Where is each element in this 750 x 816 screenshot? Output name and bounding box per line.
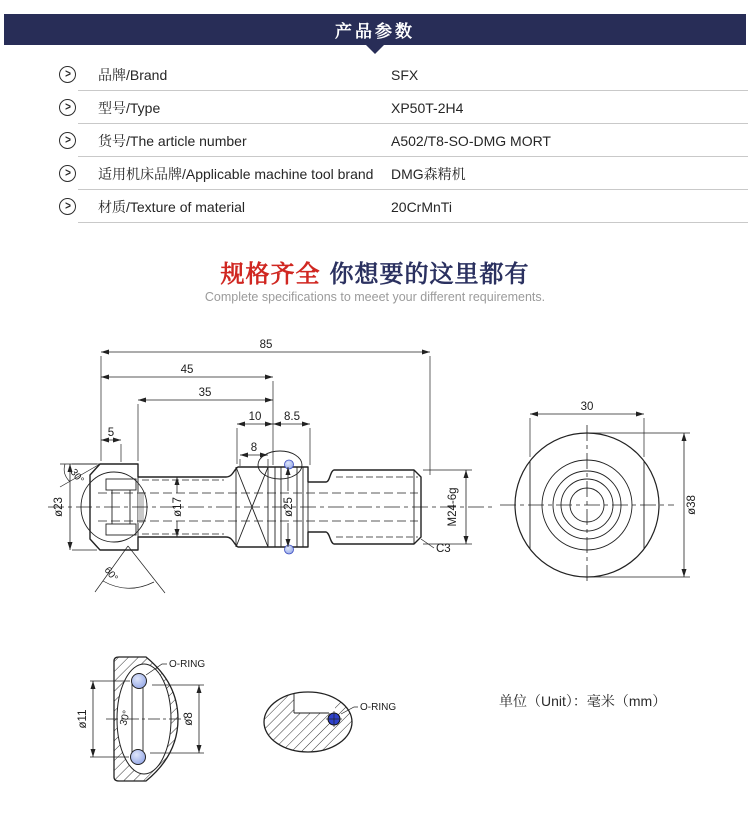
chevron-right-circle-icon bbox=[59, 165, 76, 182]
dim-dia25-label: ø25 bbox=[283, 497, 295, 517]
table-row bbox=[0, 58, 750, 91]
centerlines bbox=[48, 477, 492, 537]
extension-lines bbox=[101, 356, 430, 475]
dia-17-dimension bbox=[172, 477, 184, 537]
slogan-heading bbox=[0, 254, 750, 289]
angle-60-label: 60° bbox=[101, 565, 120, 584]
chevron-right-circle-icon bbox=[59, 66, 76, 83]
chevron-right-circle-icon bbox=[59, 132, 76, 149]
slogan-rest: 你想要的这里都有 bbox=[329, 261, 530, 288]
spec-value: XP50T-2H4 bbox=[391, 99, 464, 116]
chevron-glyph: > bbox=[65, 166, 71, 180]
row-divider bbox=[78, 222, 748, 223]
table-row bbox=[0, 91, 750, 124]
chevron-glyph: > bbox=[65, 67, 71, 81]
unit-note: 单位（Unit）：毫米（mm） bbox=[499, 693, 667, 709]
table-row bbox=[0, 190, 750, 223]
thread-spec-label: M24-6g bbox=[447, 487, 459, 527]
chamfer-callout bbox=[421, 539, 451, 555]
spec-value: 20CrMnTi bbox=[391, 198, 452, 215]
chevron-glyph: > bbox=[65, 100, 71, 114]
end-view-width-label: 30 bbox=[580, 401, 594, 413]
dim-35-label: 35 bbox=[198, 387, 212, 399]
groove-detail-view bbox=[264, 692, 396, 752]
spec-value: DMG森精机 bbox=[391, 165, 466, 182]
chamfer-label: C3 bbox=[436, 543, 451, 555]
dim-8-5-label: 8.5 bbox=[284, 411, 300, 423]
detail-dia8-label: ø8 bbox=[183, 712, 195, 726]
oring-detail-top bbox=[132, 674, 147, 689]
spec-label: 材质/Texture of material bbox=[98, 198, 246, 215]
dim-8-label: 8 bbox=[250, 442, 258, 454]
technical-drawing bbox=[0, 330, 750, 800]
spec-label: 型号/Type bbox=[98, 99, 161, 116]
chevron-right-circle-icon bbox=[59, 99, 76, 116]
angle-60-callout bbox=[95, 546, 165, 593]
angle-30-label: 30° bbox=[67, 467, 86, 486]
dim-5-label: 5 bbox=[107, 427, 115, 439]
detail-dia11-label: ø11 bbox=[77, 709, 89, 729]
head-detail-view bbox=[77, 657, 205, 781]
spec-label: 货号/The article number bbox=[98, 132, 247, 149]
oring-detail-bottom bbox=[131, 750, 146, 765]
dim-10-label: 10 bbox=[248, 411, 262, 423]
chevron-glyph: > bbox=[65, 133, 71, 147]
spec-table bbox=[0, 58, 750, 223]
page-title: 产品参数 bbox=[335, 22, 415, 41]
oring-label-center: O-RING bbox=[360, 702, 397, 713]
spec-label: 适用机床品牌/Applicable machine tool brand bbox=[98, 165, 374, 182]
table-row bbox=[0, 124, 750, 157]
dim-dia17-label: ø17 bbox=[172, 497, 184, 517]
oring-label-left: O-RING bbox=[169, 659, 206, 670]
chevron-right-circle-icon bbox=[59, 198, 76, 215]
header-arrow-down-icon bbox=[366, 45, 384, 54]
dim-85-label: 85 bbox=[259, 339, 273, 351]
side-view bbox=[48, 339, 492, 593]
spec-label: 品牌/Brand bbox=[98, 66, 168, 83]
spec-value: SFX bbox=[391, 66, 419, 83]
thread-dimension bbox=[423, 470, 472, 544]
dim-45-label: 45 bbox=[180, 364, 194, 376]
oring-top bbox=[285, 460, 294, 469]
oring-bottom bbox=[285, 545, 294, 554]
length-dimensions bbox=[101, 339, 430, 455]
detail-angle-30-label: 30° bbox=[118, 709, 133, 727]
angle-30-callout bbox=[60, 464, 100, 487]
end-view bbox=[500, 401, 698, 585]
chevron-glyph: > bbox=[65, 199, 71, 213]
header-band bbox=[4, 14, 746, 45]
spec-value: A502/T8-SO-DMG MORT bbox=[391, 132, 551, 149]
end-view-dia-label: ø38 bbox=[686, 495, 698, 515]
slogan-highlight: 规格齐全 bbox=[220, 261, 321, 288]
table-row bbox=[0, 157, 750, 190]
slogan-subtitle: Complete specifications to meeet your different requirements. bbox=[204, 290, 546, 304]
dim-dia23-label: ø23 bbox=[53, 497, 65, 517]
